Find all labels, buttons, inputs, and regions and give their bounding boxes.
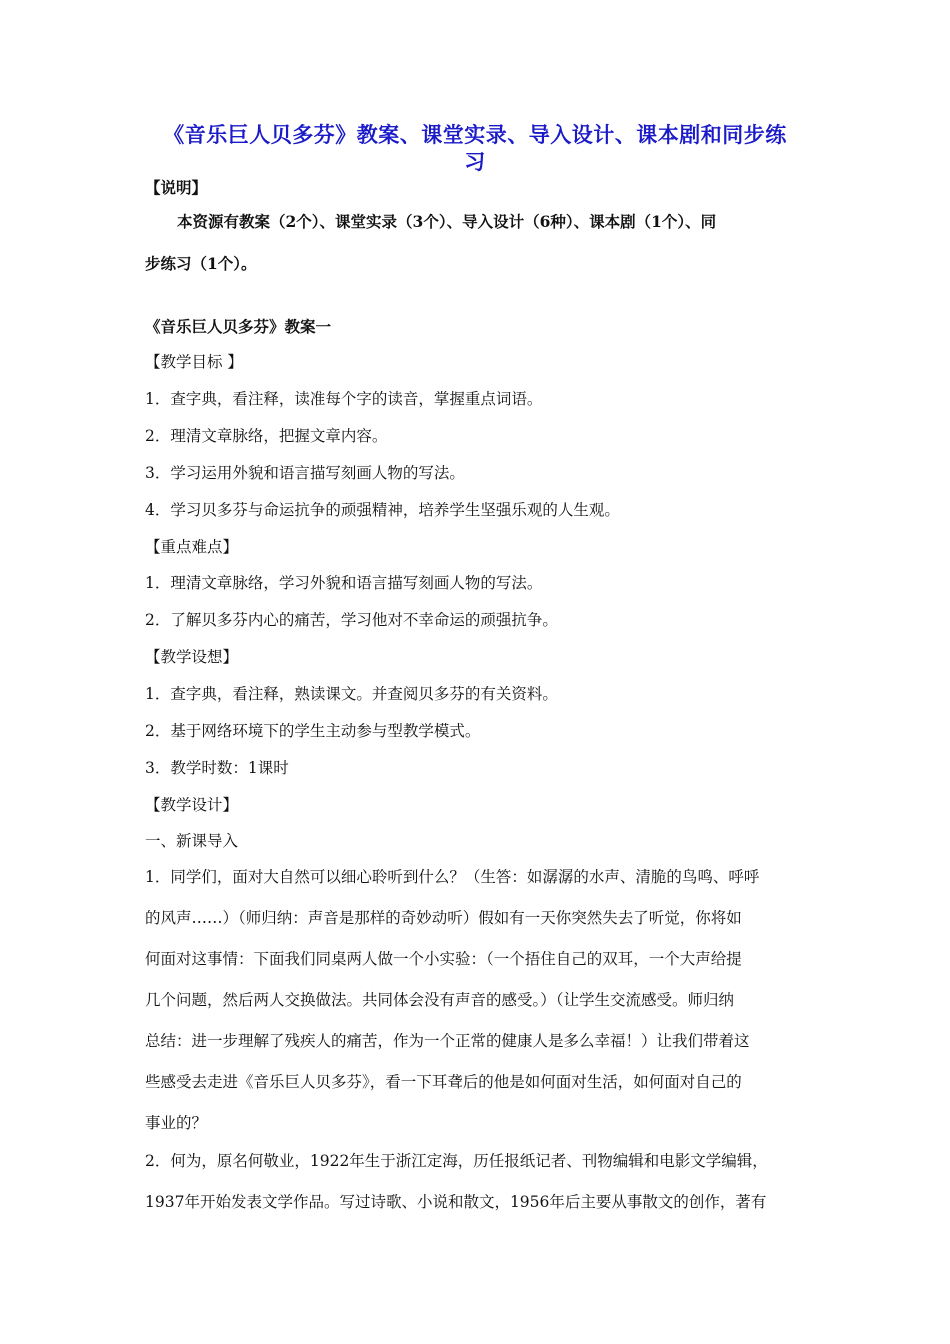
keypoint-item: 1．理清文章脉络，学习外貌和语言描写刻画人物的写法。 xyxy=(145,574,543,592)
section-title: 《音乐巨人贝多芬》教案一 xyxy=(145,317,332,336)
note-header: 【说明】 xyxy=(145,178,208,197)
title-line-2: 习 xyxy=(464,149,486,174)
goal-item: 3．学习运用外貌和语言描写刻画人物的写法。 xyxy=(145,464,465,482)
paragraph-line: 的风声……）（师归纳：声音是那样的奇妙动听）假如有一天你突然失去了听觉，你将如 xyxy=(145,909,742,927)
paragraph-line: 1．同学们，面对大自然可以细心聆听到什么？（生答：如潺潺的水声、清脆的鸟鸣、呼呼 xyxy=(145,868,760,886)
paragraph-line: 总结：进一步理解了残疾人的痛苦，作为一个正常的健康人是多么幸福！）让我们带着这 xyxy=(145,1032,750,1050)
keypoints-header: 【重点难点】 xyxy=(145,538,239,556)
document-title xyxy=(140,121,810,175)
keypoint-item: 2．了解贝多芬内心的痛苦，学习他对不幸命运的顽强抗争。 xyxy=(145,611,558,629)
title-line-1: 《音乐巨人贝多芬》教案、课堂实录、导入设计、课本剧和同步练 xyxy=(163,122,787,147)
idea-item: 1．查字典，看注释，熟读课文。并查阅贝多芬的有关资料。 xyxy=(145,685,558,703)
paragraph-line: 些感受去走进《音乐巨人贝多芬》，看一下耳聋后的他是如何面对生活，如何面对自己的 xyxy=(145,1073,742,1091)
note-line-1: 本资源有教案（2个）、课堂实录（3个）、导入设计（6种）、课本剧（1个）、同 xyxy=(177,212,717,231)
paragraph-line: 事业的？ xyxy=(145,1114,208,1132)
idea-item: 2．基于网络环境下的学生主动参与型教学模式。 xyxy=(145,722,481,740)
goal-item: 4．学习贝多芬与命运抗争的顽强精神，培养学生坚强乐观的人生观。 xyxy=(145,501,620,519)
idea-header: 【教学设想】 xyxy=(145,648,239,666)
intro-header: 一、新课导入 xyxy=(145,832,239,850)
paragraph-line: 2．何为，原名何敬业，1922年生于浙江定海，历任报纸记者、刊物编辑和电影文学编辑， xyxy=(145,1152,768,1170)
goal-item: 2．理清文章脉络，把握文章内容。 xyxy=(145,427,388,445)
goal-item: 1．查字典，看注释，读准每个字的读音，掌握重点词语。 xyxy=(145,390,543,408)
idea-item: 3．教学时数：1课时 xyxy=(145,759,289,777)
paragraph-line: 几个问题，然后两人交换做法。共同体会没有声音的感受。）（让学生交流感受。师归纳 xyxy=(145,991,735,1009)
paragraph-line: 1937年开始发表文学作品。写过诗歌、小说和散文，1956年后主要从事散文的创作，著有 xyxy=(145,1193,767,1211)
note-line-2: 步练习（1个）。 xyxy=(145,254,257,273)
paragraph-line: 何面对这事情：下面我们同桌两人做一个小实验：（一个捂住自己的双耳，一个大声给提 xyxy=(145,950,742,968)
goals-header: 【教学目标 】 xyxy=(145,353,243,371)
design-header: 【教学设计】 xyxy=(145,796,239,814)
